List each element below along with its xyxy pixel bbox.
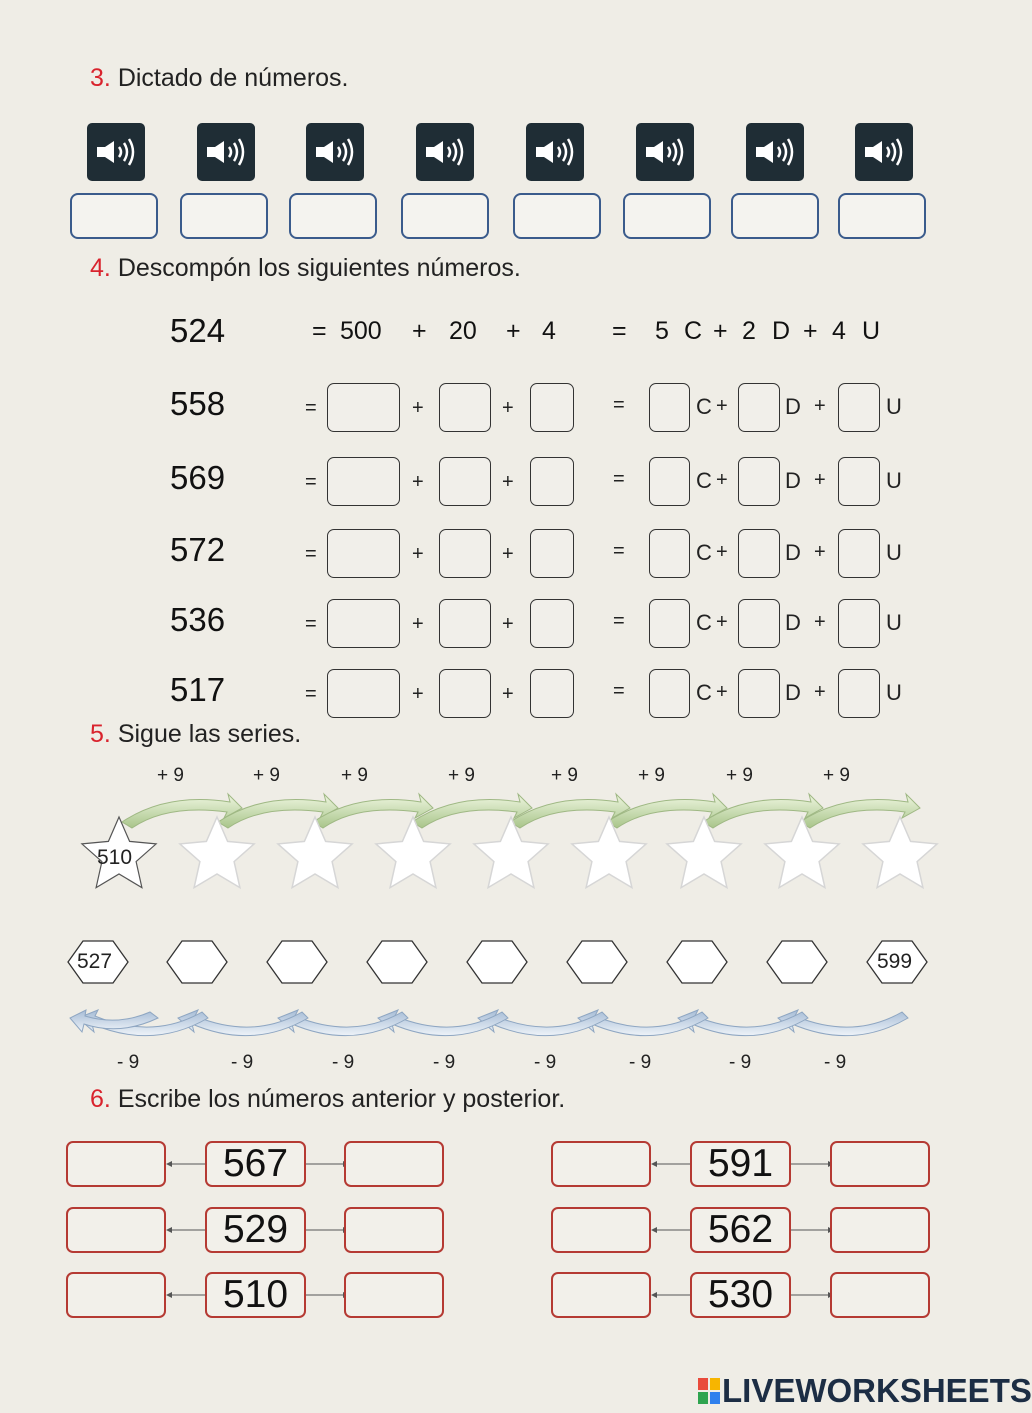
arrow-right-icon xyxy=(791,1289,834,1301)
next-number-input[interactable] xyxy=(830,1207,930,1253)
previous-number-input[interactable] xyxy=(551,1272,651,1318)
plus-sign: + xyxy=(716,469,728,491)
plus-sign: + xyxy=(716,611,728,633)
c-label: C xyxy=(696,610,712,635)
plus-sign: + xyxy=(502,471,514,493)
step-minus-nine: - 9 xyxy=(117,1052,140,1073)
equals-sign: = xyxy=(613,540,625,562)
section3-title: Dictado de números. xyxy=(117,64,349,92)
equals-sign: = xyxy=(613,394,625,416)
hexagon-input[interactable] xyxy=(467,941,527,983)
step-minus-nine: - 9 xyxy=(332,1052,355,1073)
next-number-input[interactable] xyxy=(344,1141,444,1187)
star-input[interactable] xyxy=(863,817,937,888)
given-number: 567 xyxy=(205,1141,306,1187)
plus-sign: + xyxy=(502,543,514,565)
step-minus-nine: - 9 xyxy=(231,1052,254,1073)
previous-number-input[interactable] xyxy=(66,1207,166,1253)
plus-sign: + xyxy=(716,681,728,703)
hexagon-input[interactable] xyxy=(667,941,727,983)
example-u-value: 4 xyxy=(832,317,846,345)
section4-number: 4. xyxy=(90,254,111,282)
example-tens: 20 xyxy=(449,317,477,345)
next-number-input[interactable] xyxy=(830,1141,930,1187)
star-input[interactable] xyxy=(667,817,741,888)
arrow-right-icon xyxy=(306,1158,349,1170)
d-label: D xyxy=(785,540,801,565)
equals-sign: = xyxy=(305,683,317,705)
arrow-right-icon xyxy=(791,1158,834,1170)
liveworksheets-logo xyxy=(698,1372,1032,1410)
section6-number: 6. xyxy=(90,1085,111,1113)
example-equals: = xyxy=(612,317,627,345)
section6-title: Escribe los números anterior y posterior. xyxy=(117,1085,566,1113)
step-minus-nine: - 9 xyxy=(629,1052,652,1073)
given-number: 529 xyxy=(205,1207,306,1253)
section5-number: 5. xyxy=(90,720,111,748)
c-label: C xyxy=(696,680,712,705)
step-plus-nine: + 9 xyxy=(448,765,475,786)
section4-title: Descompón los siguientes números. xyxy=(117,254,521,282)
arrow-left-icon xyxy=(166,1224,206,1236)
example-plus: + xyxy=(803,317,818,345)
plus-sign: + xyxy=(716,395,728,417)
example-u-label: U xyxy=(862,317,881,345)
step-plus-nine: + 9 xyxy=(341,765,368,786)
hex-start-number: 527 xyxy=(77,950,113,973)
example-equals: = xyxy=(312,317,327,345)
example-c-value: 5 xyxy=(655,317,669,345)
plus-sign: + xyxy=(814,541,826,563)
u-label: U xyxy=(886,610,902,635)
plus-sign: + xyxy=(716,541,728,563)
previous-number-input[interactable] xyxy=(66,1272,166,1318)
hexagon-input[interactable] xyxy=(167,941,227,983)
step-minus-nine: - 9 xyxy=(534,1052,557,1073)
equals-sign: = xyxy=(305,471,317,493)
given-number: 562 xyxy=(690,1207,791,1253)
hexagon-input[interactable] xyxy=(267,941,327,983)
example-d-label: D xyxy=(772,317,791,345)
plus-sign: + xyxy=(502,683,514,705)
u-label: U xyxy=(886,394,902,419)
u-label: U xyxy=(886,468,902,493)
example-plus: + xyxy=(506,317,521,345)
decompose-number: 558 xyxy=(170,385,226,422)
previous-number-input[interactable] xyxy=(551,1207,651,1253)
equals-sign: = xyxy=(613,610,625,632)
plus-sign: + xyxy=(502,613,514,635)
liveworksheets-logo-icon xyxy=(698,1376,722,1406)
example-d-value: 2 xyxy=(742,317,756,345)
star-input[interactable] xyxy=(572,817,646,888)
star-input[interactable] xyxy=(474,817,548,888)
next-number-input[interactable] xyxy=(344,1272,444,1318)
step-plus-nine: + 9 xyxy=(823,765,850,786)
equals-sign: = xyxy=(613,680,625,702)
arrow-right-icon xyxy=(306,1289,349,1301)
next-number-input[interactable] xyxy=(830,1272,930,1318)
arrow-left-icon xyxy=(166,1158,206,1170)
plus-sign: + xyxy=(412,613,424,635)
arrow-left-icon xyxy=(651,1289,691,1301)
plus-sign: + xyxy=(412,543,424,565)
example-c-label: C xyxy=(684,317,703,345)
star-input[interactable] xyxy=(765,817,839,888)
arrow-left-icon xyxy=(651,1224,691,1236)
section3-number: 3. xyxy=(90,64,111,92)
step-plus-nine: + 9 xyxy=(638,765,665,786)
equals-sign: = xyxy=(613,468,625,490)
decompose-number: 517 xyxy=(170,671,226,708)
plus-sign: + xyxy=(412,397,424,419)
given-number: 530 xyxy=(690,1272,791,1318)
plus-sign: + xyxy=(814,681,826,703)
plus-sign: + xyxy=(502,397,514,419)
previous-number-input[interactable] xyxy=(66,1141,166,1187)
equals-sign: = xyxy=(305,543,317,565)
hexagon-input[interactable] xyxy=(567,941,627,983)
step-plus-nine: + 9 xyxy=(157,765,184,786)
given-number: 591 xyxy=(690,1141,791,1187)
decompose-number: 572 xyxy=(170,531,226,568)
step-plus-nine: + 9 xyxy=(253,765,280,786)
c-label: C xyxy=(696,540,712,565)
d-label: D xyxy=(785,680,801,705)
star-start-number: 510 xyxy=(97,846,133,869)
plus-sign: + xyxy=(814,611,826,633)
logo-text: LIVEWORKSHEETS xyxy=(722,1372,1032,1409)
section6-heading xyxy=(90,1085,565,1114)
c-label: C xyxy=(696,468,712,493)
equals-sign: = xyxy=(305,397,317,419)
c-label: C xyxy=(696,394,712,419)
plus-sign: + xyxy=(814,395,826,417)
previous-number-input[interactable] xyxy=(551,1141,651,1187)
plus-sign: + xyxy=(412,683,424,705)
arrow-right-icon xyxy=(791,1224,834,1236)
step-minus-nine: - 9 xyxy=(729,1052,752,1073)
example-number: 524 xyxy=(170,312,226,349)
arrow-left-icon xyxy=(651,1158,691,1170)
step-minus-nine: - 9 xyxy=(433,1052,456,1073)
step-plus-nine: + 9 xyxy=(551,765,578,786)
d-label: D xyxy=(785,468,801,493)
step-plus-nine: + 9 xyxy=(726,765,753,786)
given-number: 510 xyxy=(205,1272,306,1318)
star-input[interactable] xyxy=(180,817,254,888)
hex-end-number: 599 xyxy=(877,950,913,973)
decompose-number: 569 xyxy=(170,459,226,496)
d-label: D xyxy=(785,610,801,635)
u-label: U xyxy=(886,680,902,705)
section5-title: Sigue las series. xyxy=(117,720,302,748)
example-plus: + xyxy=(713,317,728,345)
star-input[interactable] xyxy=(278,817,352,888)
star-input[interactable] xyxy=(376,817,450,888)
arrow-left-icon xyxy=(166,1289,206,1301)
u-label: U xyxy=(886,540,902,565)
example-plus: + xyxy=(412,317,427,345)
d-label: D xyxy=(785,394,801,419)
arrow-right-icon xyxy=(306,1224,349,1236)
example-hundreds: 500 xyxy=(340,317,382,345)
hexagon-input[interactable] xyxy=(767,941,827,983)
step-minus-nine: - 9 xyxy=(824,1052,847,1073)
plus-sign: + xyxy=(814,469,826,491)
example-units: 4 xyxy=(542,317,556,345)
hexagon-input[interactable] xyxy=(367,941,427,983)
plus-sign: + xyxy=(412,471,424,493)
next-number-input[interactable] xyxy=(344,1207,444,1253)
decompose-number: 536 xyxy=(170,601,226,638)
equals-sign: = xyxy=(305,613,317,635)
